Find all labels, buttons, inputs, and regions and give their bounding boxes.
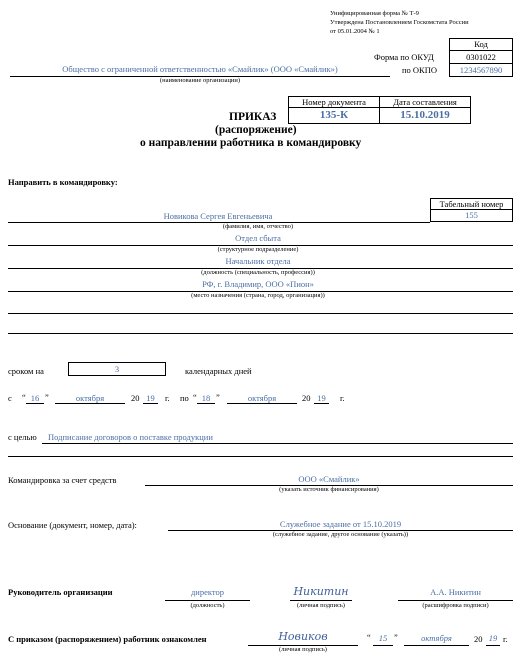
ack-quote-close: ”	[394, 632, 398, 642]
basis-value: Служебное задание от 15.10.2019	[279, 519, 402, 529]
basis-label: Основание (документ, номер, дата):	[8, 520, 137, 530]
ack-month-underline	[404, 645, 469, 646]
from-month: октября	[75, 393, 105, 403]
from-century: 20	[131, 393, 140, 403]
ack-month: октября	[421, 633, 452, 643]
employee-dept: Отдел сбыта	[235, 233, 281, 243]
head-position-caption: (должность)	[190, 602, 225, 609]
ack-signature-caption: (личная подпись)	[279, 646, 327, 653]
from-year: 19	[146, 393, 155, 403]
ack-year-underline	[486, 645, 500, 646]
to-quote-close: ”	[216, 392, 220, 402]
head-signature: Никитин	[293, 585, 349, 598]
form-line-3: от 05.01.2004 № 1	[330, 28, 380, 35]
ack-year: 19	[488, 633, 498, 643]
okpo-label: по ОКПО	[402, 65, 438, 75]
tab-number-value: 155	[430, 209, 513, 222]
from-g: г.	[165, 393, 170, 403]
funding-label: Командировка за счет средств	[8, 475, 117, 485]
code-header: Код	[449, 38, 513, 51]
head-signature-caption: (личная подпись)	[297, 602, 345, 609]
name-caption: (фамилия, имя, отчество)	[222, 223, 294, 230]
to-day: 18	[201, 393, 211, 403]
doc-date-value: 15.10.2019	[379, 107, 471, 124]
from-day-underline	[26, 403, 44, 404]
send-label: Направить в командировку:	[8, 177, 118, 187]
doc-date-header: Дата составления	[379, 96, 471, 108]
to-century: 20	[302, 393, 311, 403]
from-quote-open: “	[22, 392, 26, 402]
from-quote-close: ”	[45, 392, 49, 402]
ack-signature: Новиков	[278, 630, 328, 643]
to-year: 19	[317, 393, 326, 403]
ack-label: С приказом (распоряжением) работник ознакомлен	[8, 634, 207, 644]
purpose-value: Подписание договоров о поставке продукции	[48, 432, 213, 442]
purpose-underline	[42, 443, 513, 444]
ack-day: 15	[378, 633, 388, 643]
extra-line-1	[8, 313, 513, 314]
purpose-label: с целью	[8, 432, 37, 442]
to-quote-open: “	[193, 392, 197, 402]
org-name: Общество с ограниченной ответственностью «Смайлик» (ООО «Смайлик»)	[62, 64, 338, 74]
okud-value: 0301022	[466, 52, 496, 62]
to-month-underline	[227, 403, 297, 404]
code-divider	[449, 63, 513, 64]
head-decode-caption: (расшифровка подписи)	[422, 602, 489, 609]
from-day: 16	[30, 393, 40, 403]
to-g: г.	[340, 393, 345, 403]
head-decode: А.А. Никитин	[430, 587, 481, 597]
doc-heading: о направлении работника в командировку	[140, 137, 362, 149]
head-label: Руководитель организации	[8, 587, 113, 597]
from-prefix: с	[8, 393, 12, 403]
ack-day-underline	[373, 645, 393, 646]
employee-destination: РФ, г. Владимир, ООО «Пион»	[202, 279, 314, 289]
doc-subtitle: (распоряжение)	[215, 124, 297, 136]
head-position-underline	[165, 600, 250, 601]
basis-caption: (служебное задание, другое основание (указать))	[272, 531, 409, 538]
to-month: октября	[247, 393, 277, 403]
to-day-underline	[197, 403, 215, 404]
head-position: директор	[190, 587, 225, 597]
tab-number-header: Табельный номер	[430, 198, 513, 210]
form-line-2: Утверждена Постановлением Госкомстата России	[330, 19, 469, 26]
extra-line-2	[8, 333, 513, 334]
ack-century: 20	[474, 634, 483, 644]
okpo-value: 1234567890	[459, 65, 503, 75]
purpose-line-2	[8, 456, 513, 457]
from-month-underline	[55, 403, 125, 404]
funding-caption: (указать источник финансирования)	[279, 486, 379, 493]
from-year-underline	[143, 403, 158, 404]
funding-value: ООО «Смайлик»	[298, 474, 360, 484]
term-days-value: 3	[68, 362, 166, 376]
term-label: сроком на	[8, 366, 44, 376]
position-caption: (должность (специальность, профессия))	[201, 269, 315, 276]
head-decode-underline	[398, 600, 513, 601]
doc-title: ПРИКАЗ	[229, 111, 277, 123]
dept-caption: (структурное подразделение)	[217, 246, 299, 253]
head-signature-underline	[290, 600, 352, 601]
form-line-1: Унифицированная форма № Т-9	[330, 10, 419, 17]
okud-label: Форма по ОКУД	[374, 52, 434, 62]
destination-caption: (место назначения (страна, город, организация))	[191, 292, 325, 299]
term-days-label: календарных дней	[185, 366, 252, 376]
org-caption: (наименование организации)	[159, 77, 241, 84]
doc-number-value: 135-К	[288, 107, 380, 124]
employee-position: Начальник отдела	[225, 256, 291, 266]
to-prefix: по	[180, 393, 189, 403]
ack-quote-open: “	[367, 632, 371, 642]
employee-name: Новикова Сергея Евгеньевича	[163, 211, 273, 221]
ack-g: г.	[503, 634, 508, 644]
to-year-underline	[314, 403, 329, 404]
doc-number-header: Номер документа	[288, 96, 380, 108]
